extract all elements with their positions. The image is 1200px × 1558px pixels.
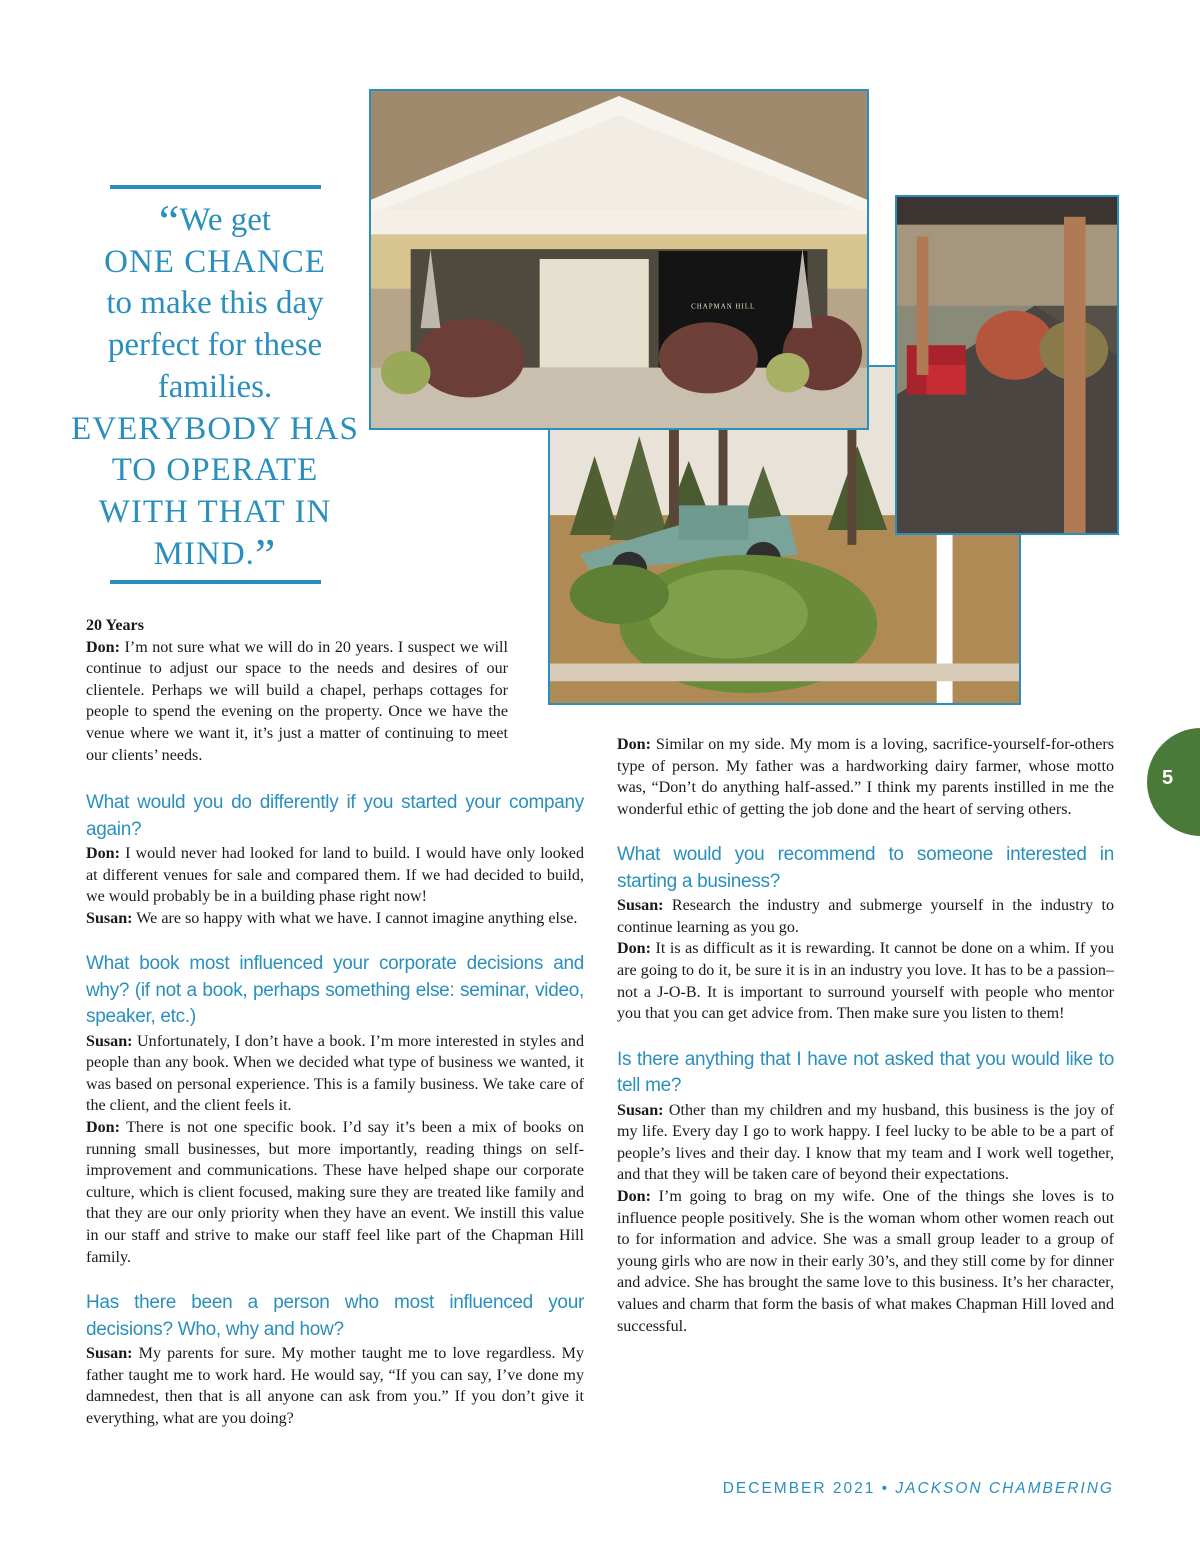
- pull-quote-top-rule: [110, 185, 321, 189]
- answer-paragraph: [86, 1117, 584, 1268]
- close-quote-mark: ”: [254, 528, 277, 580]
- pavilion-photo: [369, 89, 869, 430]
- pull-quote-line: to make this day: [106, 285, 324, 322]
- footer-date: DECEMBER 2021 •: [722, 1480, 896, 1497]
- pull-quote-line: perfect for these: [107, 327, 323, 364]
- answer-paragraph: [86, 1343, 584, 1429]
- pull-quote: [70, 195, 360, 580]
- speaker-label: Don:: [86, 844, 120, 862]
- pull-quote-line: ONE CHANCE: [104, 243, 326, 280]
- speaker-label: Susan:: [617, 897, 664, 915]
- pull-quote-line: We get: [179, 202, 272, 238]
- pull-quote-bottom-rule: [110, 580, 321, 584]
- speaker-label: Don:: [617, 736, 651, 753]
- answer-text: It is as difficult as it is rewarding. It cannot be done on a whim. If you are going to do it, be sure it is in an industry you love. It has to be a passion–not a J-O-B. It is important to surround yourself with people who mentor you that you can get advice from. Then make sure you listen to them!: [617, 940, 1114, 1023]
- answer-text: Research the industry and submerge yourself in the industry to continue learning as you go.: [617, 897, 1114, 936]
- answer-paragraph: [617, 1100, 1114, 1186]
- answer-text: Other than my children and my husband, this business is the joy of my life. Every day I go to work happy. I feel lucky to be able to be a part of people’s lives and their day. I know that my team and I work well together, and that they will be taken care of beyond their expectations.: [617, 1101, 1114, 1184]
- left-column: [86, 615, 584, 1429]
- pull-quote-line: MIND.: [153, 535, 255, 572]
- pull-quote-line: EVERYBODY HAS: [71, 410, 359, 447]
- pull-quote-line: families.: [157, 368, 273, 405]
- section-heading: 20 Years: [86, 617, 144, 634]
- answer-text: I would never had looked for land to build. I would have only looked at different venues for sale and compared them. If we had decided to build, we would probably be in a building phase right now!: [86, 844, 584, 906]
- speaker-label: Susan:: [86, 1344, 133, 1362]
- page-number-tab: [1147, 728, 1200, 836]
- right-column: [617, 734, 1114, 1337]
- interview-question: Has there been a person who most influenced your decisions? Who, why and how?: [86, 1292, 584, 1340]
- answer-paragraph: [617, 734, 1114, 820]
- speaker-label: Don:: [86, 1118, 120, 1136]
- answer-text: Unfortunately, I don’t have a book. I’m more interested in styles and people than any book. When we decided what type of business we wanted, it was based on personal experience. This is a family business. We take care of the client, and the client feels it.: [86, 1032, 584, 1115]
- page-number: 5: [1162, 767, 1174, 789]
- interview-question: What book most influenced your corporate decisions and why? (if not a book, perhaps something else: seminar, video, speaker, etc.): [86, 953, 584, 1028]
- answer-text: Similar on my side. My mom is a loving, sacrifice-yourself-for-others type of person. My father was a hardworking dairy farmer, whose motto was, “Don’t do anything half-assed.” I think my parents instilled in me the wonderful ethic of getting the job done and the heart of serving others.: [617, 736, 1114, 818]
- answer-paragraph: [617, 1186, 1114, 1337]
- porch-photo: [895, 195, 1119, 535]
- answer-paragraph: [86, 637, 508, 767]
- speaker-label: Susan:: [86, 909, 133, 927]
- interview-question: Is there anything that I have not asked that you would like to tell me?: [617, 1048, 1114, 1097]
- speaker-label: Susan:: [617, 1101, 664, 1119]
- answer-text: There is not one specific book. I’d say it’s been a mix of books on running small businesses, but more importantly, reading things on self-improvement and communications. These have helped shape our corporate culture, which is client focused, making sure they are treated like family and that they are our only priority when they have an event. We instill this value in our staff and strive to make our staff feel like part of the Chapman Hill family.: [86, 1118, 584, 1266]
- speaker-label: Don:: [617, 940, 651, 958]
- answer-text: I’m not sure what we will do in 20 years. I suspect we will continue to adjust our space to the needs and desires of our clientele. Perhaps we will build a chapel, perhaps cottages for people to spend the evening on the property. Once we have the venue where we want it, it’s just a matter of continuing to meet our clients’ needs.: [86, 638, 508, 764]
- speaker-label: Susan:: [86, 1032, 133, 1050]
- answer-paragraph: [86, 1031, 584, 1117]
- pull-quote-line: TO OPERATE: [111, 452, 319, 489]
- interview-question: What would you do differently if you started your company again?: [86, 792, 584, 840]
- answer-text: We are so happy with what we have. I cannot imagine anything else.: [132, 909, 578, 927]
- answer-paragraph: [86, 843, 584, 908]
- answer-text: I’m going to brag on my wife. One of the things she loves is to influence people positively. She is the woman whom other women reach out to for information and advice. She was a small group leader to a group of young girls who are now in their early 30’s, and they still come by for dinner and advice. She has brought the same love to this business. It’s her character, values and charm that form the basis of what makes Chapman Hill loved and successful.: [617, 1187, 1114, 1335]
- open-quote-mark: “: [158, 195, 180, 246]
- page-footer: [723, 1480, 1114, 1498]
- footer-publication: JACKSON CHAMBERING: [895, 1480, 1114, 1497]
- speaker-label: Don:: [86, 638, 120, 656]
- answer-paragraph: [617, 895, 1114, 938]
- interview-question: What would you recommend to someone interested in starting a business?: [617, 844, 1114, 892]
- pavilion-sign: CHAPMAN HILL: [691, 303, 756, 311]
- pull-quote-line: WITH THAT IN: [98, 493, 332, 530]
- speaker-label: Don:: [617, 1187, 651, 1205]
- answer-paragraph: [617, 938, 1114, 1024]
- answer-paragraph: [86, 908, 584, 930]
- answer-text: My parents for sure. My mother taught me to love regardless. My father taught me to work hard. He would say, “If you can say, I’ve done my damnedest, then that is all anyone can ask from you.” If you don’t give it everything, what are you doing?: [86, 1344, 584, 1427]
